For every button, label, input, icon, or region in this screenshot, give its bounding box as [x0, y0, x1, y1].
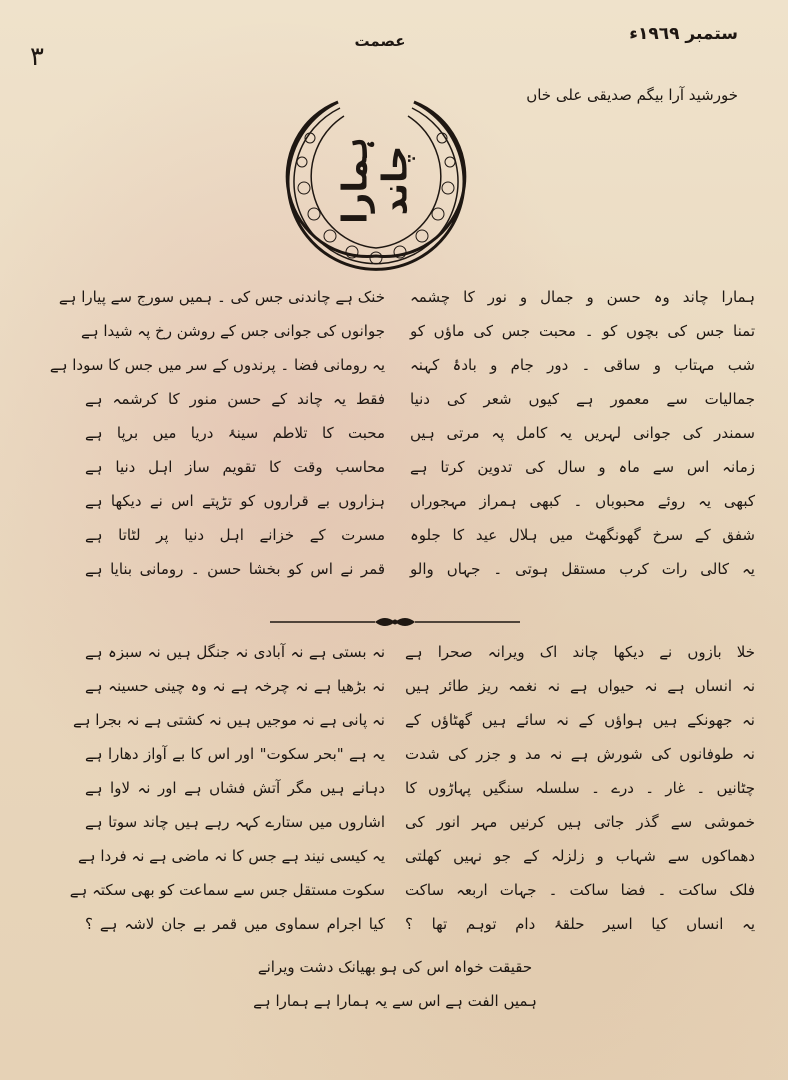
verse-line: نہ جھونکے ہیں ہواؤں کے نہ سائے ہیں گھٹاؤں کے — [405, 711, 755, 729]
stanza-1-left-column — [49, 280, 385, 586]
closing-verse-line: ہمیں الفت ہے اس سے یہ ہمارا ہے ہمارا ہے — [253, 992, 537, 1010]
author-name: خورشید آرا بیگم صدیقی علی خاں — [526, 86, 738, 104]
page-number: ٣ — [30, 42, 44, 72]
stanza-2-left-column — [69, 635, 385, 941]
verse-line: مسرت کے خزانے اہل دنیا پر لٹاتا ہے — [85, 526, 385, 544]
verse-line: یہ انساں کیا اسیر حلقۂ دام توہم تھا ؟ — [405, 915, 755, 933]
verse-line: خلا بازوں نے دیکھا چاند اک ویرانہ صحرا ہے — [405, 643, 755, 661]
verse-line: کیا اجرام سماوی میں قمر بے جان لاشہ ہے ؟ — [85, 915, 385, 933]
magazine-name: عصمت — [354, 32, 406, 50]
poem-title: ہمارا چاند — [335, 137, 416, 224]
verse-line: یہ رومانی فضا ۔ پرندوں کے سر میں جس کا سودا ہے — [49, 356, 385, 374]
verse-line: کبھی یہ روئے محبوباں ۔ کبھی ہمراز مہجوراں — [410, 492, 755, 510]
verse-line: ہزاروں بے قراروں کو تڑپتے اس نے دیکھا ہے — [85, 492, 385, 510]
verse-line: خموشی سے گذر جاتی ہیں کرنیں مہر انور کی — [405, 813, 755, 831]
verse-line: تمنا جس کی بچوں کو ۔ محبت جس کی ماؤں کو — [410, 322, 755, 340]
verse-line: نہ طوفانوں کی شورش ہے نہ مد و جزر کی شدت — [405, 745, 755, 763]
verse-line: یہ کالی رات کرب مستقل ہوتی ۔ جہاں والو — [410, 560, 755, 578]
verse-line: یہ کیسی نیند ہے جس کا نہ ماضی ہے نہ فردا ہے — [78, 847, 385, 865]
verse-line: یہ ہے "بحر سکوت" اور اس کا بے آواز دھارا ہے — [85, 745, 385, 763]
verse-line: زمانہ اس سے ماہ و سال کی تدوین کرتا ہے — [410, 458, 755, 476]
verse-line: شب مہتاب و ساقی ۔ دور جام و بادۂ کہنہ — [410, 356, 755, 374]
verse-line: نہ پانی ہے نہ موجیں ہیں نہ کشتی ہے نہ بجرا ہے — [72, 711, 385, 729]
verse-line: چٹانیں ۔ غار ۔ درے ۔ سلسلہ سنگیں پہاڑوں کا — [405, 779, 755, 797]
verse-line: جمالیات سے معمور ہے کیوں شعر کی دنیا — [410, 390, 755, 408]
verse-line: جوانوں کی جوانی جس کے روشن رخ پہ شیدا ہے — [81, 322, 385, 340]
verse-line: سکوت مستقل جس سے سماعت کو بھی سکتہ ہے — [69, 881, 385, 899]
verse-line: محاسب وقت کا تقویم ساز اہل دنیا ہے — [85, 458, 385, 476]
verse-line: فقط یہ چاند کے حسن منور کا کرشمہ ہے — [85, 390, 385, 408]
verse-line: دھماکوں سے شہاب و زلزلہ کے جو نہیں کھلتی — [405, 847, 755, 865]
ornamental-divider — [270, 612, 520, 632]
verse-line: شفق کے سرخ گھونگھٹ میں ہلال عید کا جلوہ — [410, 526, 755, 544]
verse-line: اشاروں میں ستارے کہہ رہے ہیں چاند سوتا ہے — [85, 813, 385, 831]
verse-line: قمر نے اس کو بخشا حسن ۔ رومانی بنایا ہے — [85, 560, 385, 578]
verse-line: نہ انساں ہے نہ حیواں ہے نہ نغمہ ریز طائر ہیں — [405, 677, 755, 695]
verse-line: نہ بڑھیا ہے نہ چرخہ ہے نہ وہ چینی حسینہ ہے — [85, 677, 385, 695]
verse-line: دہانے ہیں مگر آتش فشاں ہے اور نہ لاوا ہے — [85, 779, 385, 797]
verse-line: خنک ہے چاندنی جس کی ۔ ہمیں سورج سے پیارا ہے — [58, 288, 385, 306]
stanza-2-right-column — [405, 635, 755, 941]
verse-line: محبت کا تلاطم سینۂ دریا میں برپا ہے — [85, 424, 385, 442]
closing-verse-line: حقیقت خواہ اس کی ہو بھیانک دشت ویرانے — [257, 958, 533, 976]
verse-line: فلک ساکت ۔ فضا ساکت ۔ جہات اربعہ ساکت — [405, 881, 755, 899]
verse-line: نہ بستی ہے نہ آبادی نہ جنگل ہیں نہ سبزہ ہے — [85, 643, 385, 661]
stanza-1-right-column — [410, 280, 755, 586]
verse-line: سمندر کی جوانی لہریں یہ کامل پہ مرتی ہیں — [410, 424, 755, 442]
verse-line: ہمارا چاند وہ حسن و جمال و نور کا چشمہ — [410, 288, 755, 306]
issue-date: ستمبر ١٩٦٩ء — [629, 24, 738, 44]
